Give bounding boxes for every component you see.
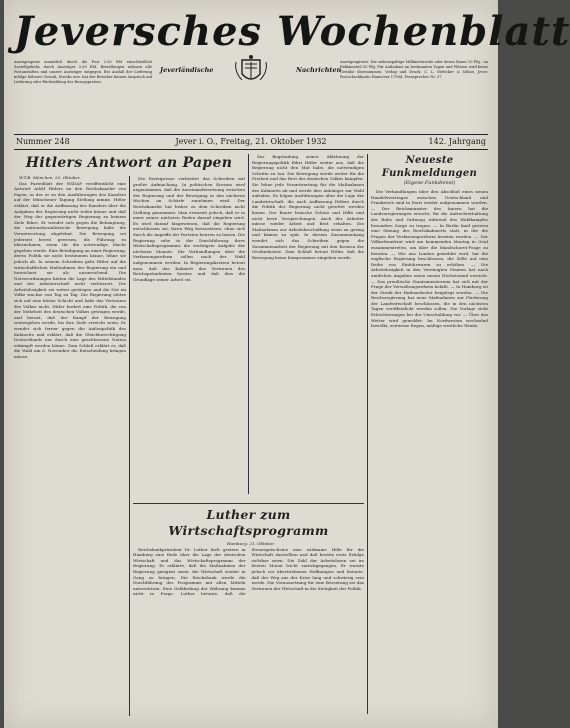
hitler-text-col2: Die Parteipresse verbreitet das Schreiben mit großer Aufmachung. In politischen Kreisen wird angenommen, daß die Auseinandersetzung zwischen der Regierung und der Bewegung in den nächsten Wochen an Schärfe zunehmen wird. Der Reichskanzler hat bisher zu dem Schreiben nicht Stellung genommen. Man erwartet jedoch, daß er in einer seiner nächsten Reden darauf eingehen wird. Es wird darauf hingewiesen, daß die Regierung entschlossen sei, ihren Weg fortzusetzen, ohne sich durch die Angriffe der Parteien beirren zu lassen. Die Regierung sehe in der Durchführung ihres Wirtschaftsprogramms die wichtigste Aufgabe der nächsten Monate. Die Verhandlungen über die Verfassungsreform sollen nach der Wahl aufgenommen werden. In Regierungskreisen betont man, daß das Kabinett das Vertrauen des Reichspräsidenten besitze und daß dies die Grundlage seiner Arbeit sei. bbox=[133, 176, 245, 282]
masthead-title: Jeversches Wochenblatt bbox=[14, 8, 570, 55]
subscription-info: Anzeigenpreis monatlich durch die Post 2.00 RM einschließlich Zustellgebühr, durch Austräger 2.00 RM. Bestellungen nehmen alle Postanstalten und unsere Austräger entgegen. Bei Ausfall der Lieferung infolge höherer Gewalt, Streiks usw. hat der Bezieher keinen Anspruch auf Lieferung oder Rückzahlung des Bezugspreises. bbox=[14, 60, 152, 84]
luther-dateline: Hamburg, 21. Oktober. bbox=[227, 541, 275, 546]
luther-article bbox=[133, 500, 364, 714]
volume-number: 142. Jahrgang bbox=[428, 137, 486, 146]
news-text: Die Verhandlungen über den Abschluß eines neuen Handelsvertrages zwischen Deutschland und Frankreich sind in Paris wieder aufgenommen worden. — Der Reichsminister des Innern hat die Landesregierungen ersucht, für die Aufrechterhaltung der Ruhe und Ordnung während des Wahlkampfes besondere Sorge zu tragen. — In Berlin fand gestern eine Sitzung des Reichskabinetts statt, in der die Fragen der Verfassungsreform beraten wurden. — Der Völkerbundsrat wird am kommenden Montag in Genf zusammentreten, um über die Mandschurei-Frage zu beraten. — Wie aus London gemeldet wird, hat die englische Regierung beschlossen, die Zölle auf eine Reihe von Einfuhrwaren zu erhöhen. — Die Arbeitslosigkeit in den Vereinigten Staaten hat nach amtlichen Angaben einen neuen Höchststand erreicht. — Das preußische Staatsministerium hat sich mit der Frage der Verwaltungsreform befaßt. — In Hamburg ist der Streik der Hafenarbeiter beigelegt worden. — Die Reichsregierung hat neue Maßnahmen zur Förderung der Landwirtschaft beschlossen, die in den nächsten Tagen veröffentlicht werden sollen. Die Vorlage sieht Erleichterungen bei der Umschuldung vor. — Über das Wetter wird gemeldet: Im Nordwesten wechselnd bewölkt, zeitweise Regen, mäßige westliche Winde. bbox=[371, 189, 488, 329]
luther-text: Reichsbankpräsident Dr. Luther hielt gestern in Hamburg eine Rede über die Lage der deutschen Wirtschaft und das Wirtschaftsprogramm der Regierung. Er erklärte, daß die Maßnahmen der Regierung geeignet seien, die Wirtschaft wieder in Gang zu bringen. Die Reichsbank werde die Durchführung des Programms mit allen Mitteln unterstützen. Eine Gefährdung der Währung komme nicht in Frage. Luther betonte, daß die Steuergutscheine eine wirksame Hilfe für die Wirtschaft darstellten und daß bereits erste Erfolge sichtbar seien. Die Zahl der Arbeitslosen sei im letzten Monat leicht zurückgegangen. Er warnte jedoch vor übertriebenen Hoffnungen und betonte, daß der Weg aus der Krise lang und schwierig sein werde. Die Voraussetzung für eine Besserung sei das Vertrauen der Wirtschaft in die Stetigkeit der Politik. bbox=[133, 546, 364, 597]
section-rule bbox=[133, 503, 364, 504]
advertising-info: Anzeigenpreise: Die siebenspaltige Millimeterzeile oder deren Raum 10 Pfg., im Reklameteil 50 Pfg. Für Aufnahme an bestimmten Tagen und Plätzen wird keine Gewähr übernommen. Verlag und Druck: C. L. Mettcker & Söhne, Jever. Postscheckkonto Hannover 17984. Fernsprecher Nr. 37 bbox=[340, 60, 488, 79]
hitler-dateline: W.T.B. München, 20. Oktober. bbox=[19, 175, 81, 180]
luther-headline: Luther zum Wirtschaftsprogramm bbox=[168, 507, 329, 538]
column-divider bbox=[129, 176, 130, 716]
issue-date: Jever i. O., Freitag, 21. Oktober 1932 bbox=[175, 137, 327, 146]
hitler-text-col1: Das Parteiblatt der NSDAP veröffentlicht eine Antwort Adolf Hitlers an den Reichskanzler von Papen, in der er zu den Ausführungen des Kanzlers auf der Münchener Tagung Stellung nimmt. Hitler erklärt, daß er die Auffassung des Kanzlers über die Aufgaben der Regierung nicht teilen könne und daß der Weg der gegenwärtigen Regierung zu keinem Ziele führe. Er wendet sich gegen die Behauptung, die nationalsozialistische Bewegung habe die Verantwortung abgelehnt. Die Bewegung sei jederzeit bereit gewesen, die Führung zu übernehmen, wenn ihr die notwendige Macht gegeben werde. Eine Beteiligung an einer Regierung, deren Politik sie nicht bestimmen könne, lehne sie jedoch ab. In seinem Schreiben geht Hitler auf die wirtschaftlichen Maßnahmen der Regierung ein und bezeichnet sie als unzureichend. Die Notverordnungen hätten die Lage des Mittelstandes und der Arbeiterschaft nicht verbessert. Die Arbeitslosigkeit sei weiter gestiegen und die Not im Volke wachse von Tag zu Tag. Die Regierung stütze sich auf eine kleine Schicht und habe das Vertrauen des Volkes nicht. Hitler fordert eine Politik, die von der Mehrheit des deutschen Volkes getragen werde, und betont, daß der Kampf der Bewegung weitergehen werde, bis ihre Ziele erreicht seien. Er wendet sich ferner gegen die Außenpolitik des Kabinetts und erklärt, daß die Gleichberechtigung Deutschlands nur durch eine geschlossene Nation erkämpft werden könne. Zum Schluß erklärt er, daß die Wahl am 6. November die Entscheidung bringen müsse. bbox=[14, 180, 126, 359]
column-2 bbox=[133, 176, 245, 496]
column-3 bbox=[252, 154, 364, 496]
issue-number: Nummer 248 bbox=[16, 137, 70, 146]
column-divider bbox=[367, 154, 368, 714]
column-divider bbox=[248, 154, 249, 494]
hitler-text-col3: Zur Begründung seiner Ablehnung der Regierungspolitik führt Hitler weiter aus, daß die Regierung nicht den Mut habe, die notwendigen Schritte zu tun. Die Bewegung werde weiter für die Freiheit und das Brot des deutschen Volkes kämpfen. Sie lehne jede Verantwortung für die Maßnahmen des Kabinetts ab und werde ihre Anhänger zur Wahl aufrufen. Es folgen Ausführungen über die Lage der Landwirtschaft, die nach Auffassung Hitlers durch die Politik der Regierung nicht gerettet werden könne. Der Bauer brauche Schutz und Hilfe und nicht leere Versprechungen. Auch der Arbeiter müsse wieder Arbeit und Brot erhalten. Die Maßnahmen zur Arbeitsbeschaffung seien zu gering und kämen zu spät. In diesem Zusammenhang wendet sich das Schreiben gegen die Zusammenarbeit der Regierung mit den Kreisen der Großindustrie. Zum Schluß betont Hitler, daß die Bewegung keine Kompromisse eingehen werde. bbox=[252, 154, 364, 260]
masthead bbox=[14, 8, 570, 90]
news-headline: Neueste Funkmeldungen bbox=[381, 155, 478, 179]
masthead-subtitle-left: Jeverländische bbox=[160, 66, 214, 74]
masthead-subtitle-right: Nachrichten bbox=[296, 66, 342, 74]
news-subhead: (Eigene Funkdienst) bbox=[403, 180, 456, 186]
dateline-bar bbox=[14, 134, 488, 150]
column-4 bbox=[371, 154, 488, 718]
newspaper-page bbox=[4, 0, 570, 728]
coat-of-arms-crest-icon bbox=[232, 54, 270, 88]
hitler-headline: Hitlers Antwort an Papen bbox=[25, 155, 233, 171]
